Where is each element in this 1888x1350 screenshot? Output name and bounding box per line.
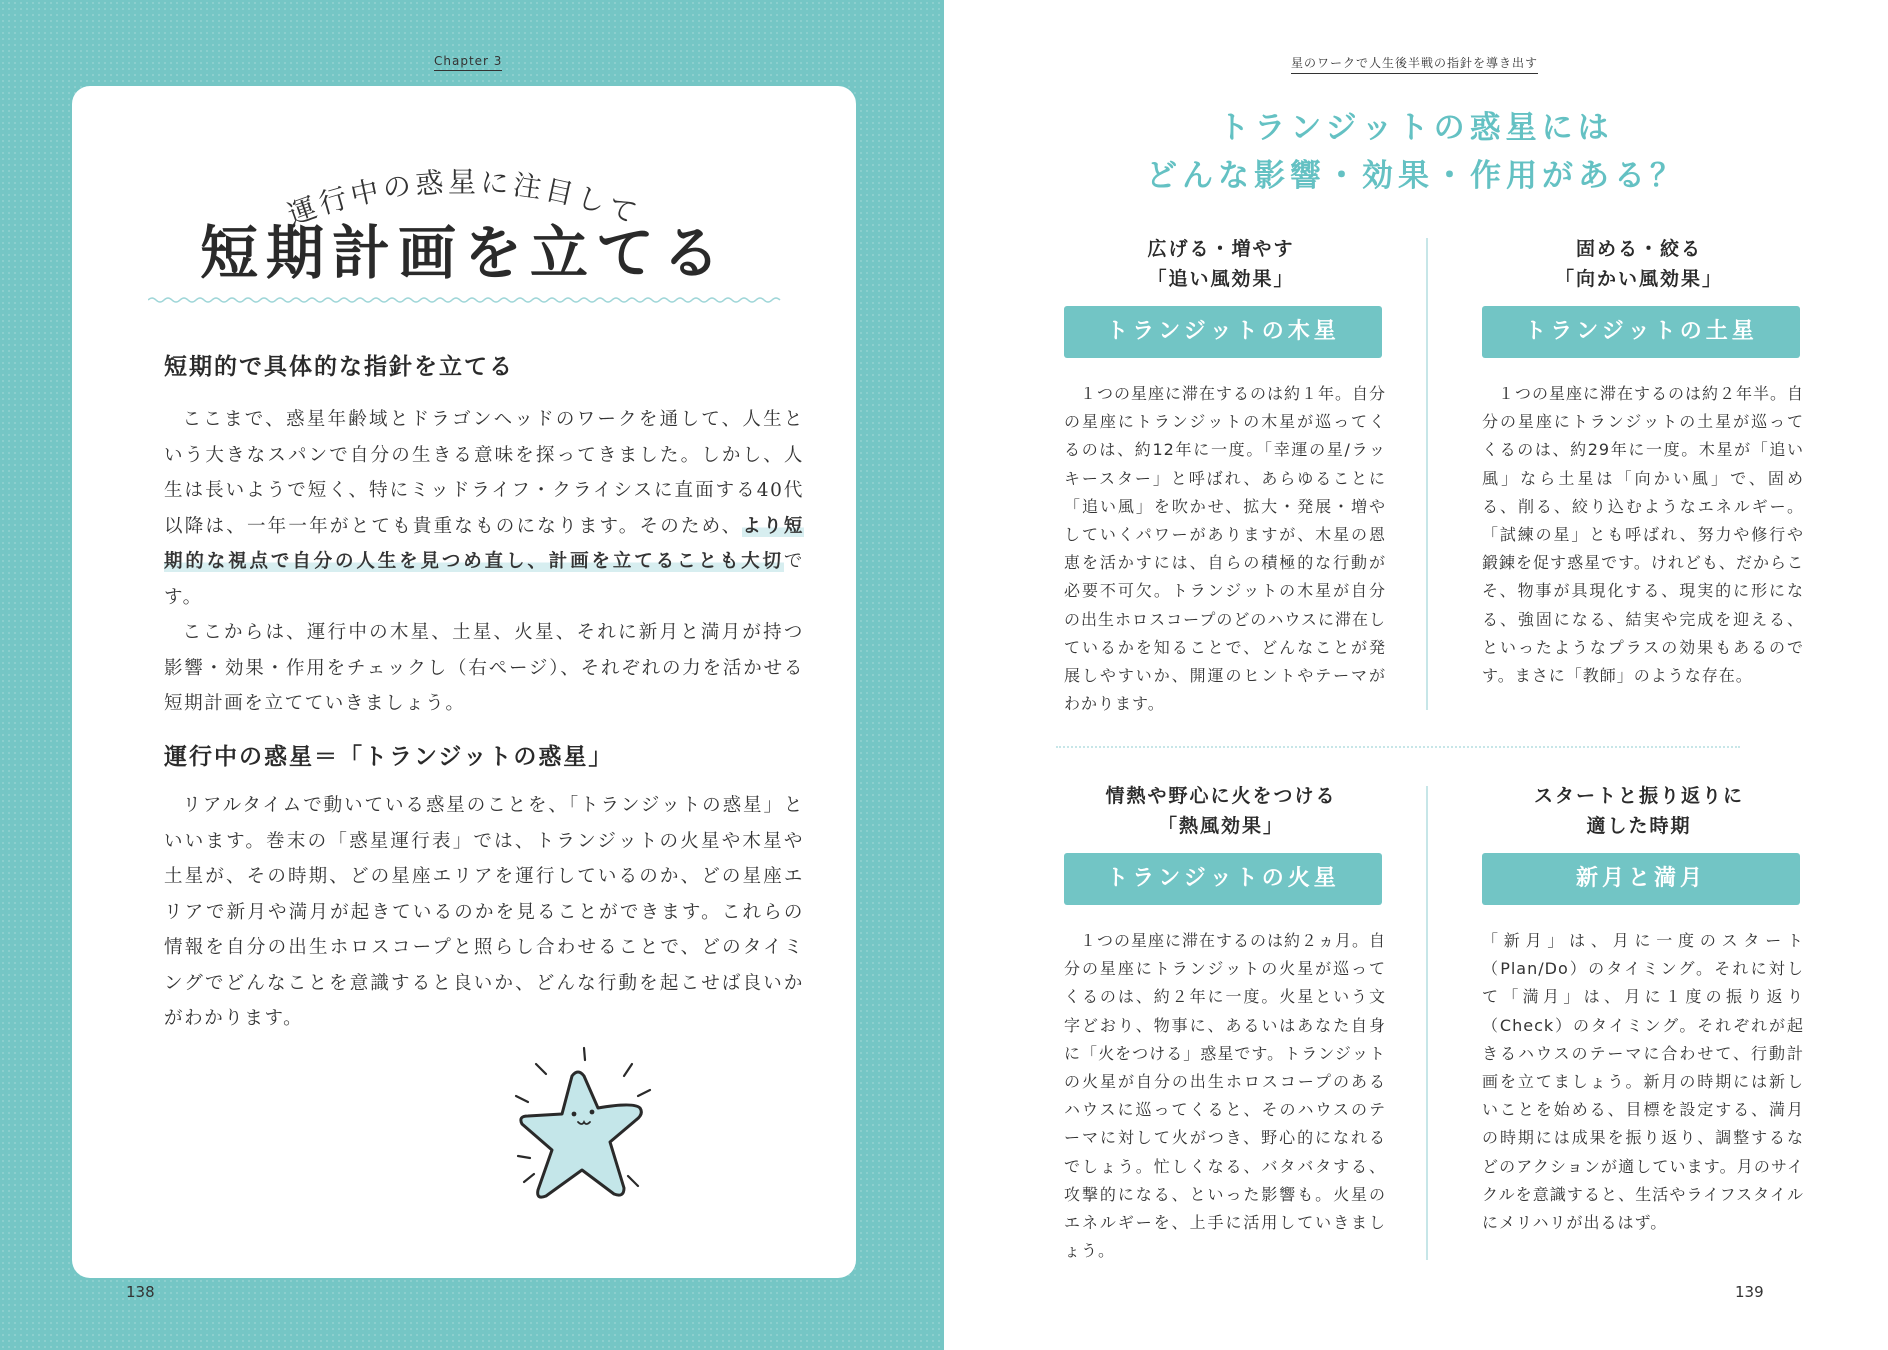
block-body (1064, 380, 1386, 718)
title-line-1: トランジットの惑星には (1218, 110, 1614, 146)
block-body (1482, 927, 1804, 1237)
block-body-text: １つの星座に滞在するのは約２ヵ月。自分の星座にトランジットの火星が巡ってくるのは、約２年に一度。火星という文字どおり、物事に、あるいはあなた自身に「火をつける」惑星です。トランジットの火星が自分の出生ホロスコープのあるハウスに巡ってくると、そのハウスのテーマに対して火がつき、野心的になれるでしょう。忙しくなる、バタバタする、攻撃的になる、といった影響も。火星のエネルギーを、上手に活用していきましょう。 (1064, 931, 1387, 1261)
paragraph (164, 402, 804, 615)
block-label-mars: トランジットの火星 (1064, 853, 1382, 905)
title-line-2: どんな影響・効果・作用がある？ (1146, 158, 1686, 194)
paragraph: ここからは、運行中の木星、土星、火星、それに新月と満月が持つ影響・効果・作用をチェックし（右ページ）、それぞれの力を活かせる短期計画を立てていきましょう。 (164, 622, 804, 714)
block-label-moon: 新月と満月 (1482, 853, 1800, 905)
block-subtitle-effect: 適した時期 (1586, 815, 1692, 837)
block-subtitle: 広げる・増やす (1147, 238, 1295, 260)
block-body (1064, 927, 1386, 1265)
paragraph-text: ここまで、惑星年齢域とドラゴンヘッドのワークを通して、人生という大きなスパンで自分の生きる意味を探ってきました。しかし、人生は長いようで短く、特にミッドライフ・クライシスに直面する40代以降は、一年一年がとても貴重なものになります。そのため、 (164, 409, 804, 537)
chapter-label: Chapter 3 (434, 54, 502, 71)
block-moon (1474, 781, 1804, 1237)
block-body (1482, 380, 1804, 690)
block-body-text: １つの星座に滞在するのは約２年半。自分の星座にトランジットの土星が巡ってくるのは、約29年に一度。木星が「追い風」なら土星は「向かい風」で、固める、削る、絞り込むようなエネルギー。「試練の星」とも呼ばれ、努力や修行や鍛錬を促す惑星です。けれども、だからこそ、物事が具現化する、現実的に形になる、強固になる、結実や完成を迎える、といったようなプラスの効果もあるのです。まさに「教師」のような存在。 (1482, 384, 1805, 686)
block-body-text: １つの星座に滞在するのは約１年。自分の星座にトランジットの木星が巡ってくるのは、約12年に一度。「幸運の星/ラッキースター」と呼ばれ、あらゆることに「追い風」を吹かせ、拡大・発展・増やしていくパワーがありますが、木星の恩恵を活かすには、自らの積極的な行動が必要不可欠。トランジットの木星が自分の出生ホロスコープのどのハウスに滞在しているかを知ることで、どんなことが発展しやすいか、開運のヒントやテーマがわかります。 (1064, 384, 1387, 714)
block-mars (1056, 781, 1386, 1265)
highlighted-text: より短期的な視点で自分の人生を見つめ直し、計画を立てることも大切 (164, 515, 804, 572)
right-page-title (944, 104, 1888, 200)
row-divider (1056, 746, 1740, 748)
content-card (72, 86, 856, 1278)
section-body-short-term (164, 402, 804, 722)
block-subtitle: 情熱や野心に火をつける (1105, 785, 1337, 807)
block-body-text: 「新月」は、月に一度のスタート（Plan/Do）のタイミング。それに対して「満月」は、月に１度の振り返り（Check）のタイミング。それぞれが起きるハウスのテーマに合わせて、行動計画を立てましょう。新月の時期には新しいことを始める、目標を設定する、満月の時期には成果を振り返り、調整するなどのアクションが適しています。月のサイクルを意識すると、生活やライフスタイルにメリハリが出るはず。 (1482, 931, 1804, 1233)
block-subtitle-effect: 「向かい風効果」 (1554, 268, 1723, 290)
wavy-divider (148, 294, 782, 306)
running-head: 星のワークで人生後半戦の指針を導き出す (1291, 54, 1538, 74)
block-saturn (1474, 234, 1804, 690)
column-divider-bottom (1426, 786, 1428, 1260)
star-character-illustration (512, 1046, 752, 1216)
page-title: 短期計画を立てる (199, 219, 728, 287)
block-label-jupiter: トランジットの木星 (1064, 306, 1382, 358)
paragraph-text-end: です。 (164, 551, 804, 608)
right-page (944, 0, 1888, 1350)
block-jupiter (1056, 234, 1386, 718)
column-divider-top (1426, 238, 1428, 710)
page-number-right: 139 (1735, 1283, 1764, 1301)
block-subtitle: スタートと振り返りに (1533, 785, 1744, 807)
block-subtitle-effect: 「追い風効果」 (1147, 268, 1295, 290)
section-body-transit (164, 788, 804, 1037)
block-subtitle-effect: 「熱風効果」 (1157, 815, 1284, 837)
section-heading-short-term: 短期的で具体的な指針を立てる (164, 354, 514, 380)
page-number-left: 138 (126, 1283, 155, 1301)
paragraph: リアルタイムで動いている惑星のことを、「トランジットの惑星」といいます。巻末の「惑星運行表」では、トランジットの火星や木星や土星が、その時期、どの星座エリアを運行しているのか、どの星座エリアで新月や満月が起きているのかを見ることができます。これらの情報を自分の出生ホロスコープと照らし合わせることで、どのタイミングでどんなことを意識すると良いか、どんな行動を起こせば良いかがわかります。 (164, 795, 804, 1029)
section-heading-transit: 運行中の惑星＝「トランジットの惑星」 (164, 744, 614, 770)
subtitle-text: 運行中の惑星に注目して (283, 165, 645, 232)
block-subtitle: 固める・絞る (1575, 238, 1702, 260)
block-label-saturn: トランジットの土星 (1482, 306, 1800, 358)
